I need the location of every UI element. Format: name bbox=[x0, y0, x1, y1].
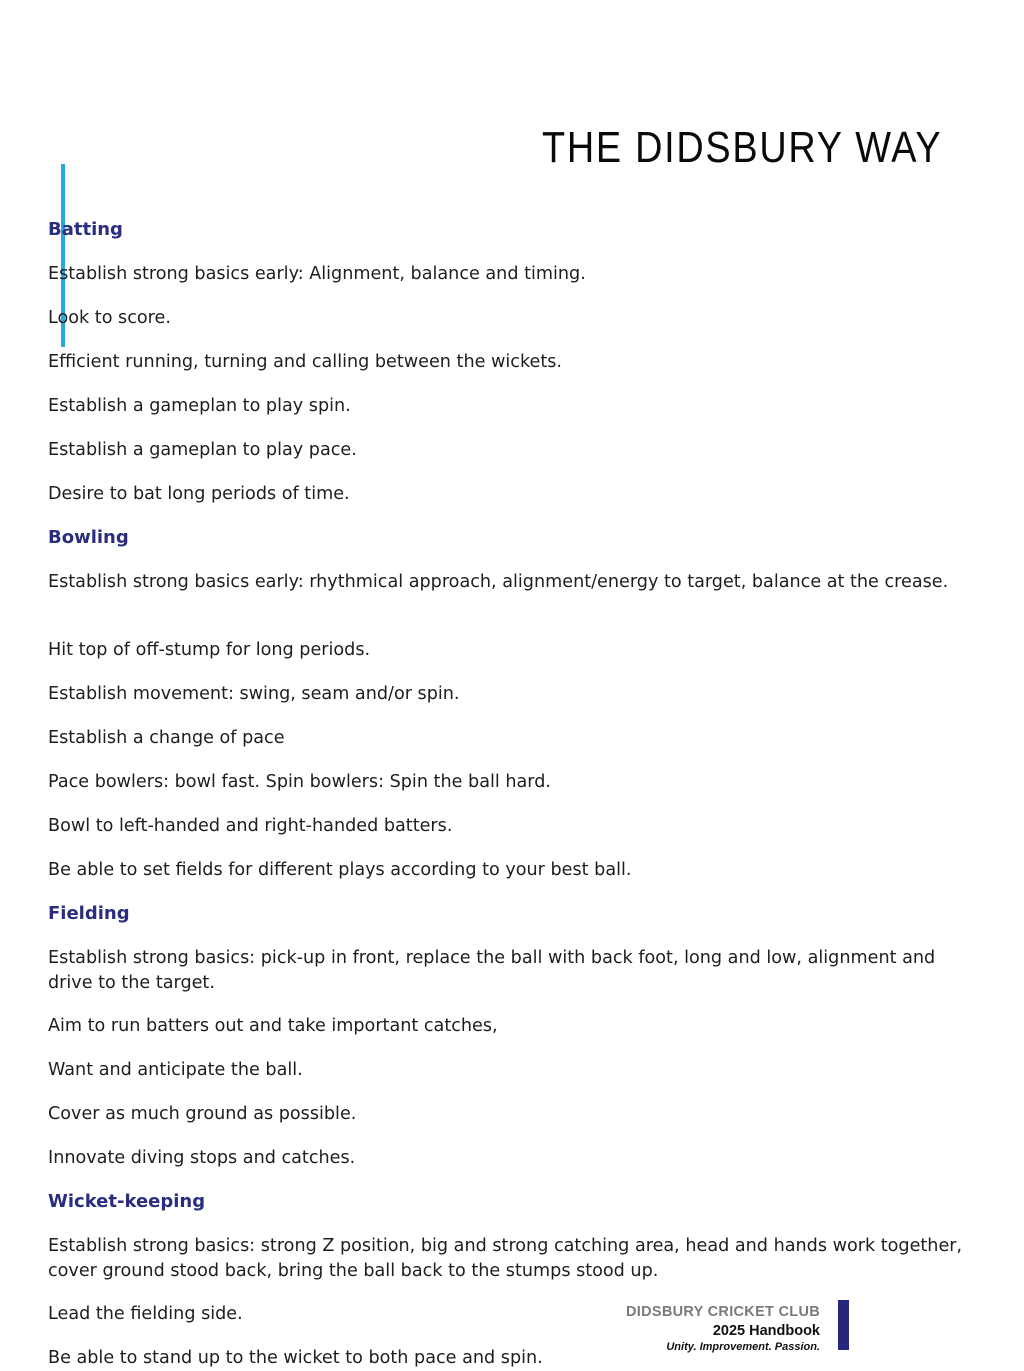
page-title: THE DIDSBURY WAY bbox=[542, 123, 943, 172]
batting-item: Look to score. bbox=[48, 308, 171, 328]
section-heading-bowling: Bowling bbox=[48, 527, 129, 548]
batting-item: Establish a gameplan to play spin. bbox=[48, 396, 351, 416]
bowling-item: Bowl to left-handed and right-handed batters. bbox=[48, 816, 453, 836]
fielding-item: Aim to run batters out and take important catches, bbox=[48, 1016, 498, 1036]
batting-item: Establish a gameplan to play pace. bbox=[48, 440, 357, 460]
footer-branding bbox=[620, 1302, 820, 1354]
bowling-item: Establish a change of pace bbox=[48, 728, 285, 748]
section-heading-fielding: Fielding bbox=[48, 903, 130, 924]
batting-item: Establish strong basics early: Alignment, balance and timing. bbox=[48, 264, 586, 284]
footer-handbook-title: 2025 Handbook bbox=[712, 1323, 820, 1339]
bowling-item: Establish movement: swing, seam and/or spin. bbox=[48, 684, 460, 704]
bowling-item: Pace bowlers: bowl fast. Spin bowlers: Spin the ball hard. bbox=[48, 772, 551, 792]
bowling-item: Be able to set fields for different plays according to your best ball. bbox=[48, 860, 632, 880]
batting-item: Efficient running, turning and calling between the wickets. bbox=[48, 352, 563, 372]
wicketkeeping-item: Be able to stand up to the wicket to both pace and spin. bbox=[48, 1348, 543, 1368]
fielding-item: Want and anticipate the ball. bbox=[48, 1060, 303, 1080]
section-heading-batting: Batting bbox=[48, 219, 123, 240]
footer-tagline: Unity. Improvement. Passion. bbox=[666, 1341, 820, 1353]
bowling-item: Establish strong basics early: rhythmical approach, alignment/energy to target, balance at the crease. bbox=[48, 572, 949, 592]
wicketkeeping-item: Lead the fielding side. bbox=[48, 1304, 243, 1324]
section-heading-wicketkeeping: Wicket-keeping bbox=[48, 1191, 206, 1212]
bowling-item: Hit top of off-stump for long periods. bbox=[48, 640, 371, 660]
footer-club-name: DIDSBURY CRICKET CLUB bbox=[626, 1304, 820, 1320]
wicketkeeping-item: Establish strong basics: strong Z position, big and strong catching area, head and hands work together, cover ground stood back, bring the ball back to the stumps stood up. bbox=[48, 1236, 963, 1281]
fielding-item: Establish strong basics: pick-up in front, replace the ball with back foot, long and low, alignment and drive to the target. bbox=[48, 948, 936, 993]
footer-accent-bar bbox=[838, 1300, 849, 1350]
fielding-item: Cover as much ground as possible. bbox=[48, 1104, 357, 1124]
fielding-item: Innovate diving stops and catches. bbox=[48, 1148, 356, 1168]
batting-item: Desire to bat long periods of time. bbox=[48, 484, 350, 504]
